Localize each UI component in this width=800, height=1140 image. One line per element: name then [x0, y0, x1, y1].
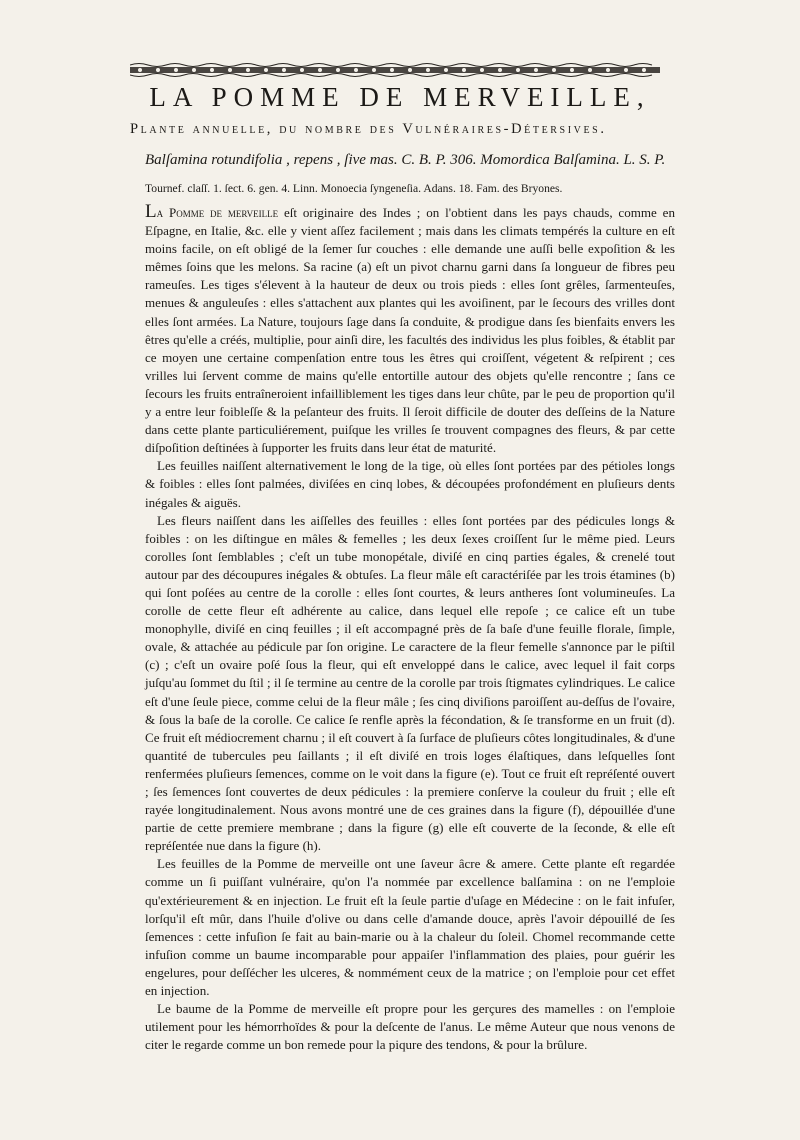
- paragraph-2: Les feuilles naiſſent alternativement le long de la tige, où elles ſont portées par des pétioles longs & foibles : elles ſont palmées, diviſées en cinq lobes, & découpées profondément en pluſieurs dents inégales & aiguës.: [145, 458, 675, 510]
- drop-cap: L: [145, 201, 157, 222]
- paragraph-1: [145, 201, 675, 457]
- paragraph-1-lead: a Pomme de merveille: [156, 205, 279, 220]
- ornament-band: [130, 62, 660, 78]
- page-title: LA POMME DE MERVEILLE,: [149, 82, 651, 112]
- taxonomic-references: Tournef. claſſ. 1. ſect. 6. gen. 4. Linn. Monoecia ſyngeneſia. Adans. 18. Fam. des Bryones.: [145, 182, 563, 195]
- paragraph-3: Les fleurs naiſſent dans les aiſſelles des feuilles : elles ſont portées par des pédicules longs & foibles : on les diſtingue en mâles & femelles ; les deux ſexes croiſſent ſur le même pied. Leurs corolles ſont ſemblables ; c'eſt un tube monopétale, diviſé en cinq parties égales, & crenelé tout autour par des découpures inégales & obtuſes. La fleur mâle eſt caractériſée par les trois étamines (b) qui ſont poſées au centre de la corolle : elles ſont courtes, & leurs antheres ſont volumineuſes. La corolle de cette fleur eſt adhérente au calice, dans lequel elle repoſe ; ce calice eſt un tube monophylle, diviſé en cinq feuilles ; il eſt accompagné près de ſa baſe d'une feuille florale, ſimple, ovale, & attachée au pédicule par ſon origine. Le caractere de la fleur femelle s'annonce par le piſtil (c) ; c'eſt un ovaire poſé ſous la fleur, qui eſt enveloppé dans le calice, avec lequel il fait corps juſqu'au ſommet du ſtil ; il ſe termine au centre de la corolle par trois ſtigmates cylindriques. Le calice eſt d'une ſeule piece, comme celui de la fleur mâle ; ſes cinq diviſions paroiſſent au-deſſus de l'ovaire, & ſous la baſe de la corolle. Ce calice ſe renfle après la fécondation, & ſe transforme en un fruit (d). Ce fruit eſt médiocrement charnu ; il eſt couvert à ſa ſurface de pluſieurs côtes longitudinales, & d'une quantité de tubercules peu ſaillants ; il eſt diviſé en trois loges élaſtiques, dans leſquelles ſont renfermées pluſieurs ſemences, comme on le voit dans la figure (e). Tout ce fruit eſt repréſenté ouvert ; ſes ſemences ſont couvertes de deux pédicules : la premiere conſerve la couleur du fruit ; elle eſt rayée longitudinalement. Nous avons montré une de ces graines dans la figure (f), dépouillée d'une partie de cette premiere membrane ; dans la figure (g) elle eſt couverte de la ſeconde, & elle eſt repréſentée nue dans la figure (h).: [145, 512, 675, 854]
- paragraph-1-text: eſt originaire des Indes ; on l'obtient dans les pays chauds, comme en Eſpagne, en Italie, &c. elle y vient aſſez facilement ; mais dans les climats tempérés la culture en eſt moins facile, on eſt obligé de la ſemer ſur couches : elle demande une auſſi belle expoſition & les mêmes ſoins que les melons. Sa racine (a) eſt un pivot charnu garni dans ſa longueur de fibres peu rameuſes. Les tiges s'élevent à la hauteur de deux ou trois pieds : elles ſont grêles, ſarmenteuſes, menues & anguleuſes : elles s'attachent aux plantes qui les avoiſinent, par le ſecours des vrilles dont elles ſont armées. La Nature, toujours ſage dans ſa conduite, & prodigue dans ſes bienfaits envers les êtres qu'elle a créés, multiplie, pour ainſi dire, les facultés des individus les plus foibles, & établit par ce moyen une certaine compenſation entre tous les êtres qui croiſſent, végetent & reſpirent ; ces vrilles lui ſervent comme de mains qu'elle entortille autour des objets qu'elle rencontre ; ſans ce ſecours les fruits entraîneroient infailliblement les tiges dans leur chûte, par le peu de proportion qu'il y a entre leur foibleſſe & la peſanteur des fruits. Il ſeroit difficile de douter des deſſeins de la Nature dans cette plante particuliérement, puiſque les vrilles ſe trouvent compagnes des fleurs, & par cette diſpoſition deſtinées à ſupporter les fruits dans leur état de maturité.: [145, 205, 675, 456]
- botanical-synonyms: Balſamina rotundifolia , repens , ſive mas. C. B. P. 306. Momordica Balſamina. L. S. P.: [145, 152, 666, 168]
- paragraph-4: Les feuilles de la Pomme de merveille ont une ſaveur âcre & amere. Cette plante eſt regardée comme un ſi puiſſant vulnéraire, qu'on l'a nommée par excellence balſamina : on ne l'emploie qu'extérieurement & en injection. Le fruit eſt la ſeule partie d'uſage en Médecine : on le fait infuſer, lorſqu'il eſt mûr, dans l'huile d'olive ou dans celle d'amande douce, après l'avoir dépouillé de ſes ſemences : cette infuſion ſe fait au bain-marie ou à la chaleur du ſoleil. Chomel recommande cette infuſion comme un baume incomparable pour appaiſer l'inflammation des plaies, pour guérir les engelures, pour deſſécher les ulceres, & nommément ceux de la matrice ; on l'emploie pour cet effet en injection.: [145, 856, 675, 999]
- floral-ornament-icon: [130, 62, 660, 78]
- paragraph-5: Le baume de la Pomme de merveille eſt propre pour les gerçures des mamelles : on l'emploie utilement pour les hémorrhoïdes & pour la deſcente de l'anus. Le même Auteur que nous venons de citer le regarde comme un bon remede pour la piqure des tendons, & pour la brûlure.: [145, 1001, 675, 1053]
- main-text: [145, 201, 675, 1054]
- plant-classification: Plante annuelle, du nombre des Vulnéraires-Détersives.: [130, 121, 607, 137]
